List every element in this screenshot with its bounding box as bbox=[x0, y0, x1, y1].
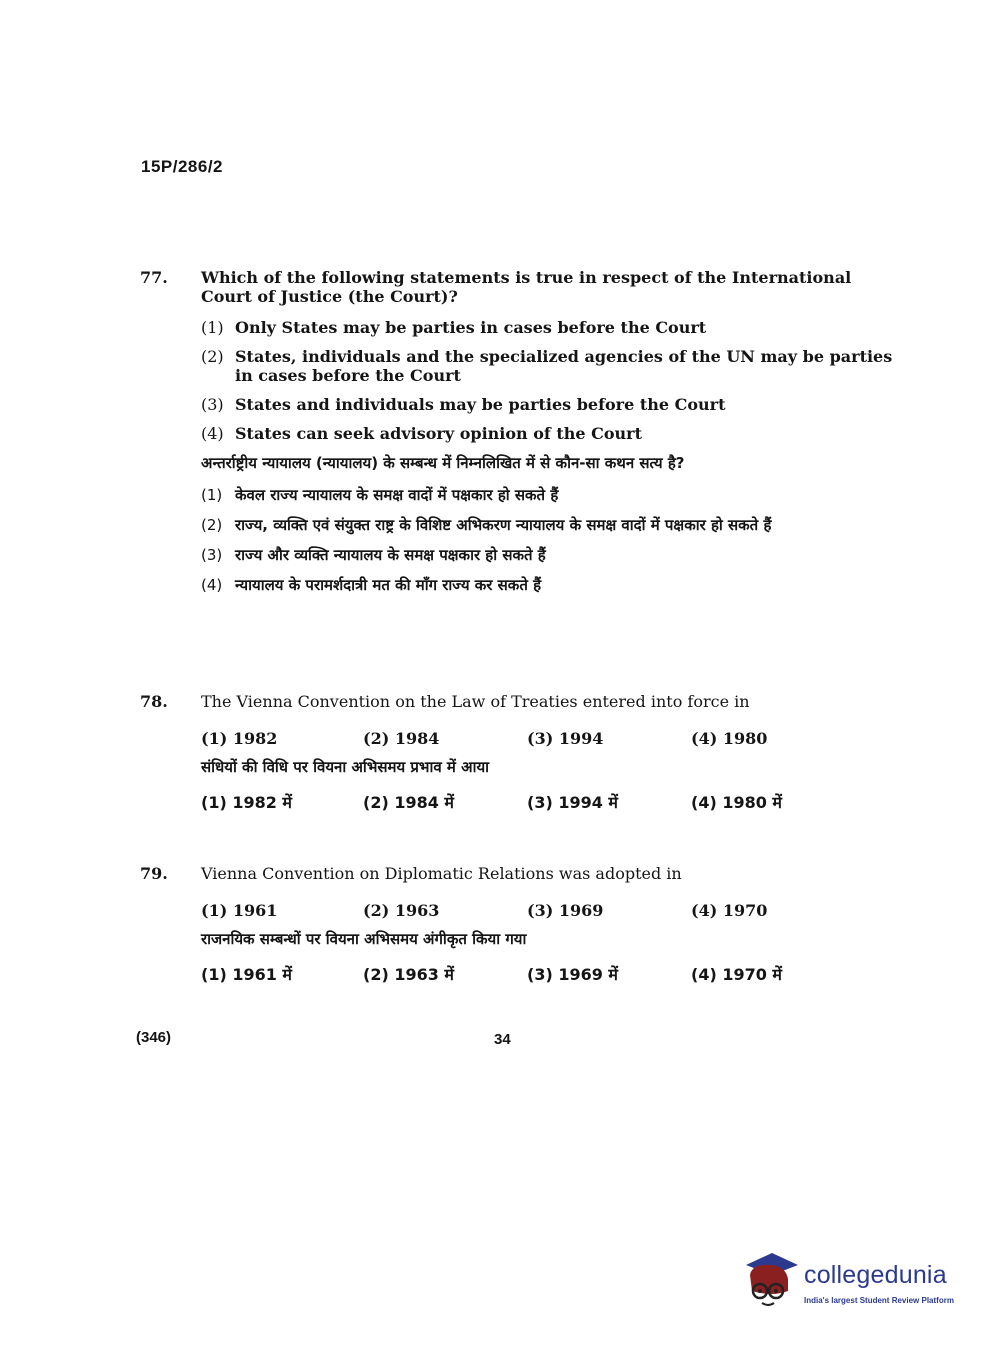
option-en-3: (3) 1969 bbox=[527, 901, 604, 920]
option-en-2: (2) 1984 bbox=[363, 729, 440, 748]
question-text-en: Which of the following statements is true in respect of the International Court of Justice (the Court)? bbox=[201, 268, 852, 306]
page-number: 34 bbox=[494, 1031, 511, 1048]
question-79 bbox=[140, 864, 900, 987]
option-en-4: (4) 1970 bbox=[691, 901, 768, 920]
question-number: 79. bbox=[140, 864, 168, 883]
mascot-icon bbox=[742, 1251, 800, 1311]
option-hi-4: (4) 1970 में bbox=[691, 965, 782, 984]
option-en-2: (2) 1963 bbox=[363, 901, 440, 920]
question-text-en: The Vienna Convention on the Law of Treaties entered into force in bbox=[201, 692, 750, 711]
option-en-3: (3) States and individuals may be parties before the Court bbox=[201, 395, 726, 414]
option-hi-4: (4) न्यायालय के परामर्शदात्री मत की माँग राज्य कर सकते हैं bbox=[201, 576, 542, 594]
options-en-row bbox=[201, 901, 900, 923]
option-hi-4: (4) 1980 में bbox=[691, 793, 782, 812]
option-hi-2: (2) 1963 में bbox=[363, 965, 454, 984]
option-hi-1: (1) 1982 में bbox=[201, 793, 292, 812]
option-en-4: (4) 1980 bbox=[691, 729, 768, 748]
option-hi-1: (1) केवल राज्य न्यायालय के समक्ष वादों में पक्षकार हो सकते हैं bbox=[201, 486, 559, 504]
question-77 bbox=[140, 268, 900, 595]
option-hi-2: (2) 1984 में bbox=[363, 793, 454, 812]
option-hi-2: (2) राज्य, व्यक्ति एवं संयुक्त राष्ट्र के विशिष्ट अभिकरण न्यायालय के समक्ष वादों में पक्षकार हो सकते हैं bbox=[201, 516, 772, 534]
options-hi-row bbox=[201, 793, 900, 815]
option-en-2: (2) States, individuals and the specialized agencies of the UN may be parties in cases before the Court bbox=[201, 347, 893, 385]
collegedunia-logo bbox=[742, 1247, 972, 1317]
question-number: 77. bbox=[140, 268, 168, 287]
question-text-hi: संधियों की विधि पर वियना अभिसमय प्रभाव में आया bbox=[201, 758, 490, 776]
question-text-hi: राजनयिक सम्बन्धों पर वियना अभिसमय अंगीकृत किया गया bbox=[201, 930, 527, 948]
logo-name: collegedunia bbox=[804, 1261, 947, 1289]
option-hi-3: (3) 1994 में bbox=[527, 793, 618, 812]
option-en-3: (3) 1994 bbox=[527, 729, 604, 748]
question-number: 78. bbox=[140, 692, 168, 711]
question-text-hi: अन्तर्राष्ट्रीय न्यायालय (न्यायालय) के सम्बन्ध में निम्नलिखित में से कौन-सा कथन सत्य है? bbox=[201, 454, 685, 472]
question-78 bbox=[140, 692, 900, 815]
options-en-row bbox=[201, 729, 900, 751]
option-hi-1: (1) 1961 में bbox=[201, 965, 292, 984]
option-hi-3: (3) राज्य और व्यक्ति न्यायालय के समक्ष पक्षकार हो सकते हैं bbox=[201, 546, 546, 564]
logo-tagline: India's largest Student Review Platform bbox=[804, 1296, 954, 1305]
page-code: 15P/286/2 bbox=[141, 157, 224, 176]
footer-code: (346) bbox=[136, 1029, 172, 1046]
option-hi-3: (3) 1969 में bbox=[527, 965, 618, 984]
question-text-en: Vienna Convention on Diplomatic Relations was adopted in bbox=[201, 864, 682, 883]
options-hi-row bbox=[201, 965, 900, 987]
option-en-1: (1) Only States may be parties in cases before the Court bbox=[201, 318, 707, 337]
option-en-1: (1) 1982 bbox=[201, 729, 278, 748]
option-en-1: (1) 1961 bbox=[201, 901, 278, 920]
option-en-4: (4) States can seek advisory opinion of the Court bbox=[201, 424, 642, 443]
